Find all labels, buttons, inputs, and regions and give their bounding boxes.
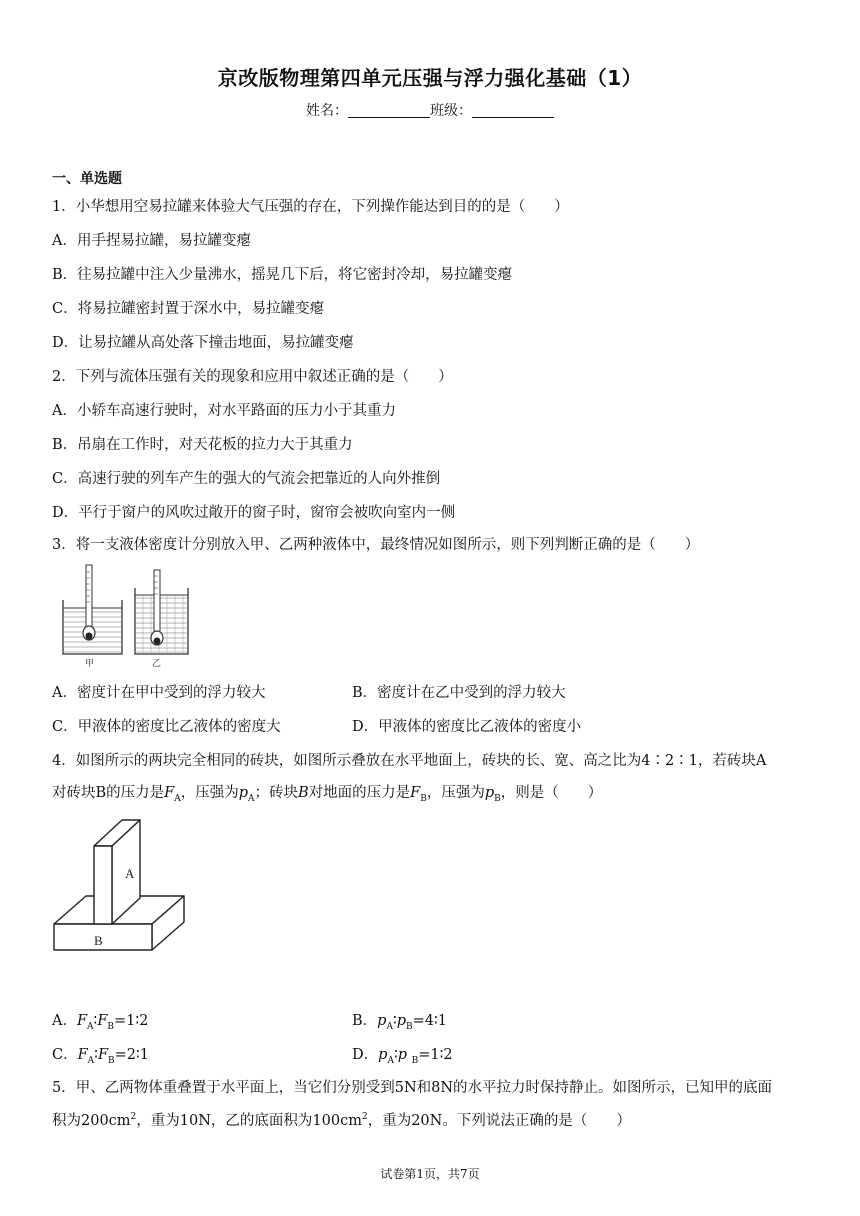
name-label: 姓名： (306, 103, 348, 119)
ratio-value: =2∶1 (114, 1047, 150, 1063)
ratio-value: =4∶1 (412, 1013, 448, 1029)
q4-text: ，则是（ ） (500, 785, 603, 801)
q2-stem: 2．下列与流体压强有关的现象和应用中叙述正确的是（ ） (52, 369, 453, 385)
class-label: 班级： (430, 103, 472, 119)
option-letter: C． (52, 1047, 78, 1063)
q1-stem: 1．小华想用空易拉罐来体验大气压强的存在，下列操作能达到目的的是（ ） (52, 199, 569, 215)
q3-option-a: A．密度计在甲中受到的浮力较大 (52, 685, 266, 701)
q1-option-a: A．用手捏易拉罐，易拉罐变瘪 (52, 233, 251, 249)
name-blank (348, 103, 430, 118)
ratio-sign: ∶ (94, 1047, 98, 1063)
symbol-b: B (298, 785, 309, 801)
option-letter: D． (352, 1047, 379, 1063)
q3-stem: 3．将一支液体密度计分别放入甲、乙两种液体中，最终情况如图所示，则下列判断正确的是（ ） (52, 537, 700, 553)
symbol: F (77, 1047, 88, 1063)
brick-label-b: B (94, 933, 103, 948)
superscript: 2 (130, 1112, 137, 1123)
q1-option-b: B．往易拉罐中注入少量沸水，摇晃几下后，将它密封冷却，易拉罐变瘪 (52, 267, 513, 283)
q2-option-a: A．小轿车高速行驶时，对水平路面的压力小于其重力 (52, 403, 396, 419)
subscript: A (87, 1021, 94, 1032)
beaker-jia (63, 565, 122, 654)
q4-text: ，压强为 (426, 785, 485, 801)
q2-option-d: D．平行于窗户的风吹过敞开的窗子时，窗帘会被吹向室内一侧 (52, 505, 456, 521)
subscript: B (411, 1055, 419, 1066)
q4-option-a (52, 1009, 148, 1032)
symbol: F (97, 1013, 108, 1029)
q2-option-c: C．高速行驶的列车产生的强大的气流会把靠近的人向外推倒 (52, 471, 441, 487)
brick-figure (50, 814, 190, 954)
q4-option-d (352, 1043, 453, 1066)
q4-text: ；砖块 (254, 785, 299, 801)
superscript: 2 (361, 1112, 368, 1123)
subscript: A (386, 1021, 393, 1032)
brick-a-front (94, 846, 112, 924)
q5-line2 (52, 1109, 631, 1130)
subscript-a: A (248, 793, 255, 804)
q5-text: ，重为20N。下列说法正确的是（ ） (367, 1113, 631, 1129)
section-heading: 一、单选题 (52, 171, 122, 187)
symbol: p (397, 1047, 412, 1063)
symbol: p (378, 1047, 388, 1063)
hydrometer-figure (58, 562, 198, 668)
symbol-p: p (484, 785, 495, 801)
q5-text: ，重为10N，乙的底面积为100cm (136, 1113, 362, 1129)
option-letter: B． (352, 1013, 378, 1029)
q3-option-d: D．甲液体的密度比乙液体的密度小 (352, 719, 582, 735)
class-blank (472, 103, 554, 118)
q2-option-b: B．吊扇在工作时，对天花板的拉力大于其重力 (52, 437, 353, 453)
q5-line1: 5．甲、乙两物体重叠置于水平面上，当它们分别受到5N和8N的水平拉力时保持静止。如图所示，已知甲的底面 (52, 1080, 773, 1096)
subscript-b: B (420, 793, 427, 804)
page-title: 京改版物理第四单元压强与浮力强化基础（1） (217, 66, 643, 90)
symbol: F (76, 1013, 88, 1029)
subscript: B (107, 1021, 115, 1032)
figure-label-jia: 甲 (85, 659, 95, 668)
option-letter: A． (52, 1013, 77, 1029)
q3-option-c: C．甲液体的密度比乙液体的密度大 (52, 719, 281, 735)
ratio-sign: ∶ (392, 1013, 397, 1029)
subscript: B (406, 1021, 413, 1032)
symbol-p: p (238, 785, 249, 801)
q4-option-b (352, 1009, 447, 1032)
ratio-sign: ∶ (93, 1013, 98, 1029)
brick-label-a: A (125, 866, 135, 881)
ratio-value: =1∶2 (418, 1047, 453, 1063)
beaker-yi (135, 570, 188, 654)
subscript: B (108, 1055, 115, 1066)
q1-option-d: D．让易拉罐从高处落下撞击地面，易拉罐变瘪 (52, 335, 354, 351)
subscript: A (387, 1055, 394, 1066)
symbol-f: F (164, 785, 175, 801)
q4-text: 对砖块B的压力是 (52, 785, 165, 801)
subscript-b: B (494, 793, 501, 804)
q1-option-c: C．将易拉罐密封置于深水中，易拉罐变瘪 (52, 301, 325, 317)
subscript: A (87, 1055, 95, 1066)
symbol: p (377, 1013, 387, 1029)
symbol: p (396, 1013, 407, 1029)
page-footer: 试卷第1页，共7页 (380, 1167, 480, 1181)
symbol: F (97, 1047, 109, 1063)
ratio-value: =1∶2 (114, 1013, 149, 1029)
figure-label-yi: 乙 (152, 659, 162, 668)
q4-text: 对地面的压力是 (308, 785, 411, 801)
q5-text: 积为200cm (52, 1113, 131, 1129)
ratio-sign: ∶ (393, 1047, 398, 1063)
q4-stem-line2 (52, 781, 602, 804)
brick-b-front (54, 924, 152, 950)
name-class-bar (0, 100, 860, 120)
q4-text: ，压强为 (180, 785, 239, 801)
q4-option-c (52, 1043, 149, 1066)
q4-stem-line1: 4．如图所示的两块完全相同的砖块，如图所示叠放在水平地面上，砖块的长、宽、高之比为4∶2∶1，若砖块A (52, 753, 767, 769)
q3-option-b: B．密度计在乙中受到的浮力较大 (352, 685, 566, 701)
subscript-a: A (174, 793, 181, 804)
symbol-f: F (410, 785, 421, 801)
